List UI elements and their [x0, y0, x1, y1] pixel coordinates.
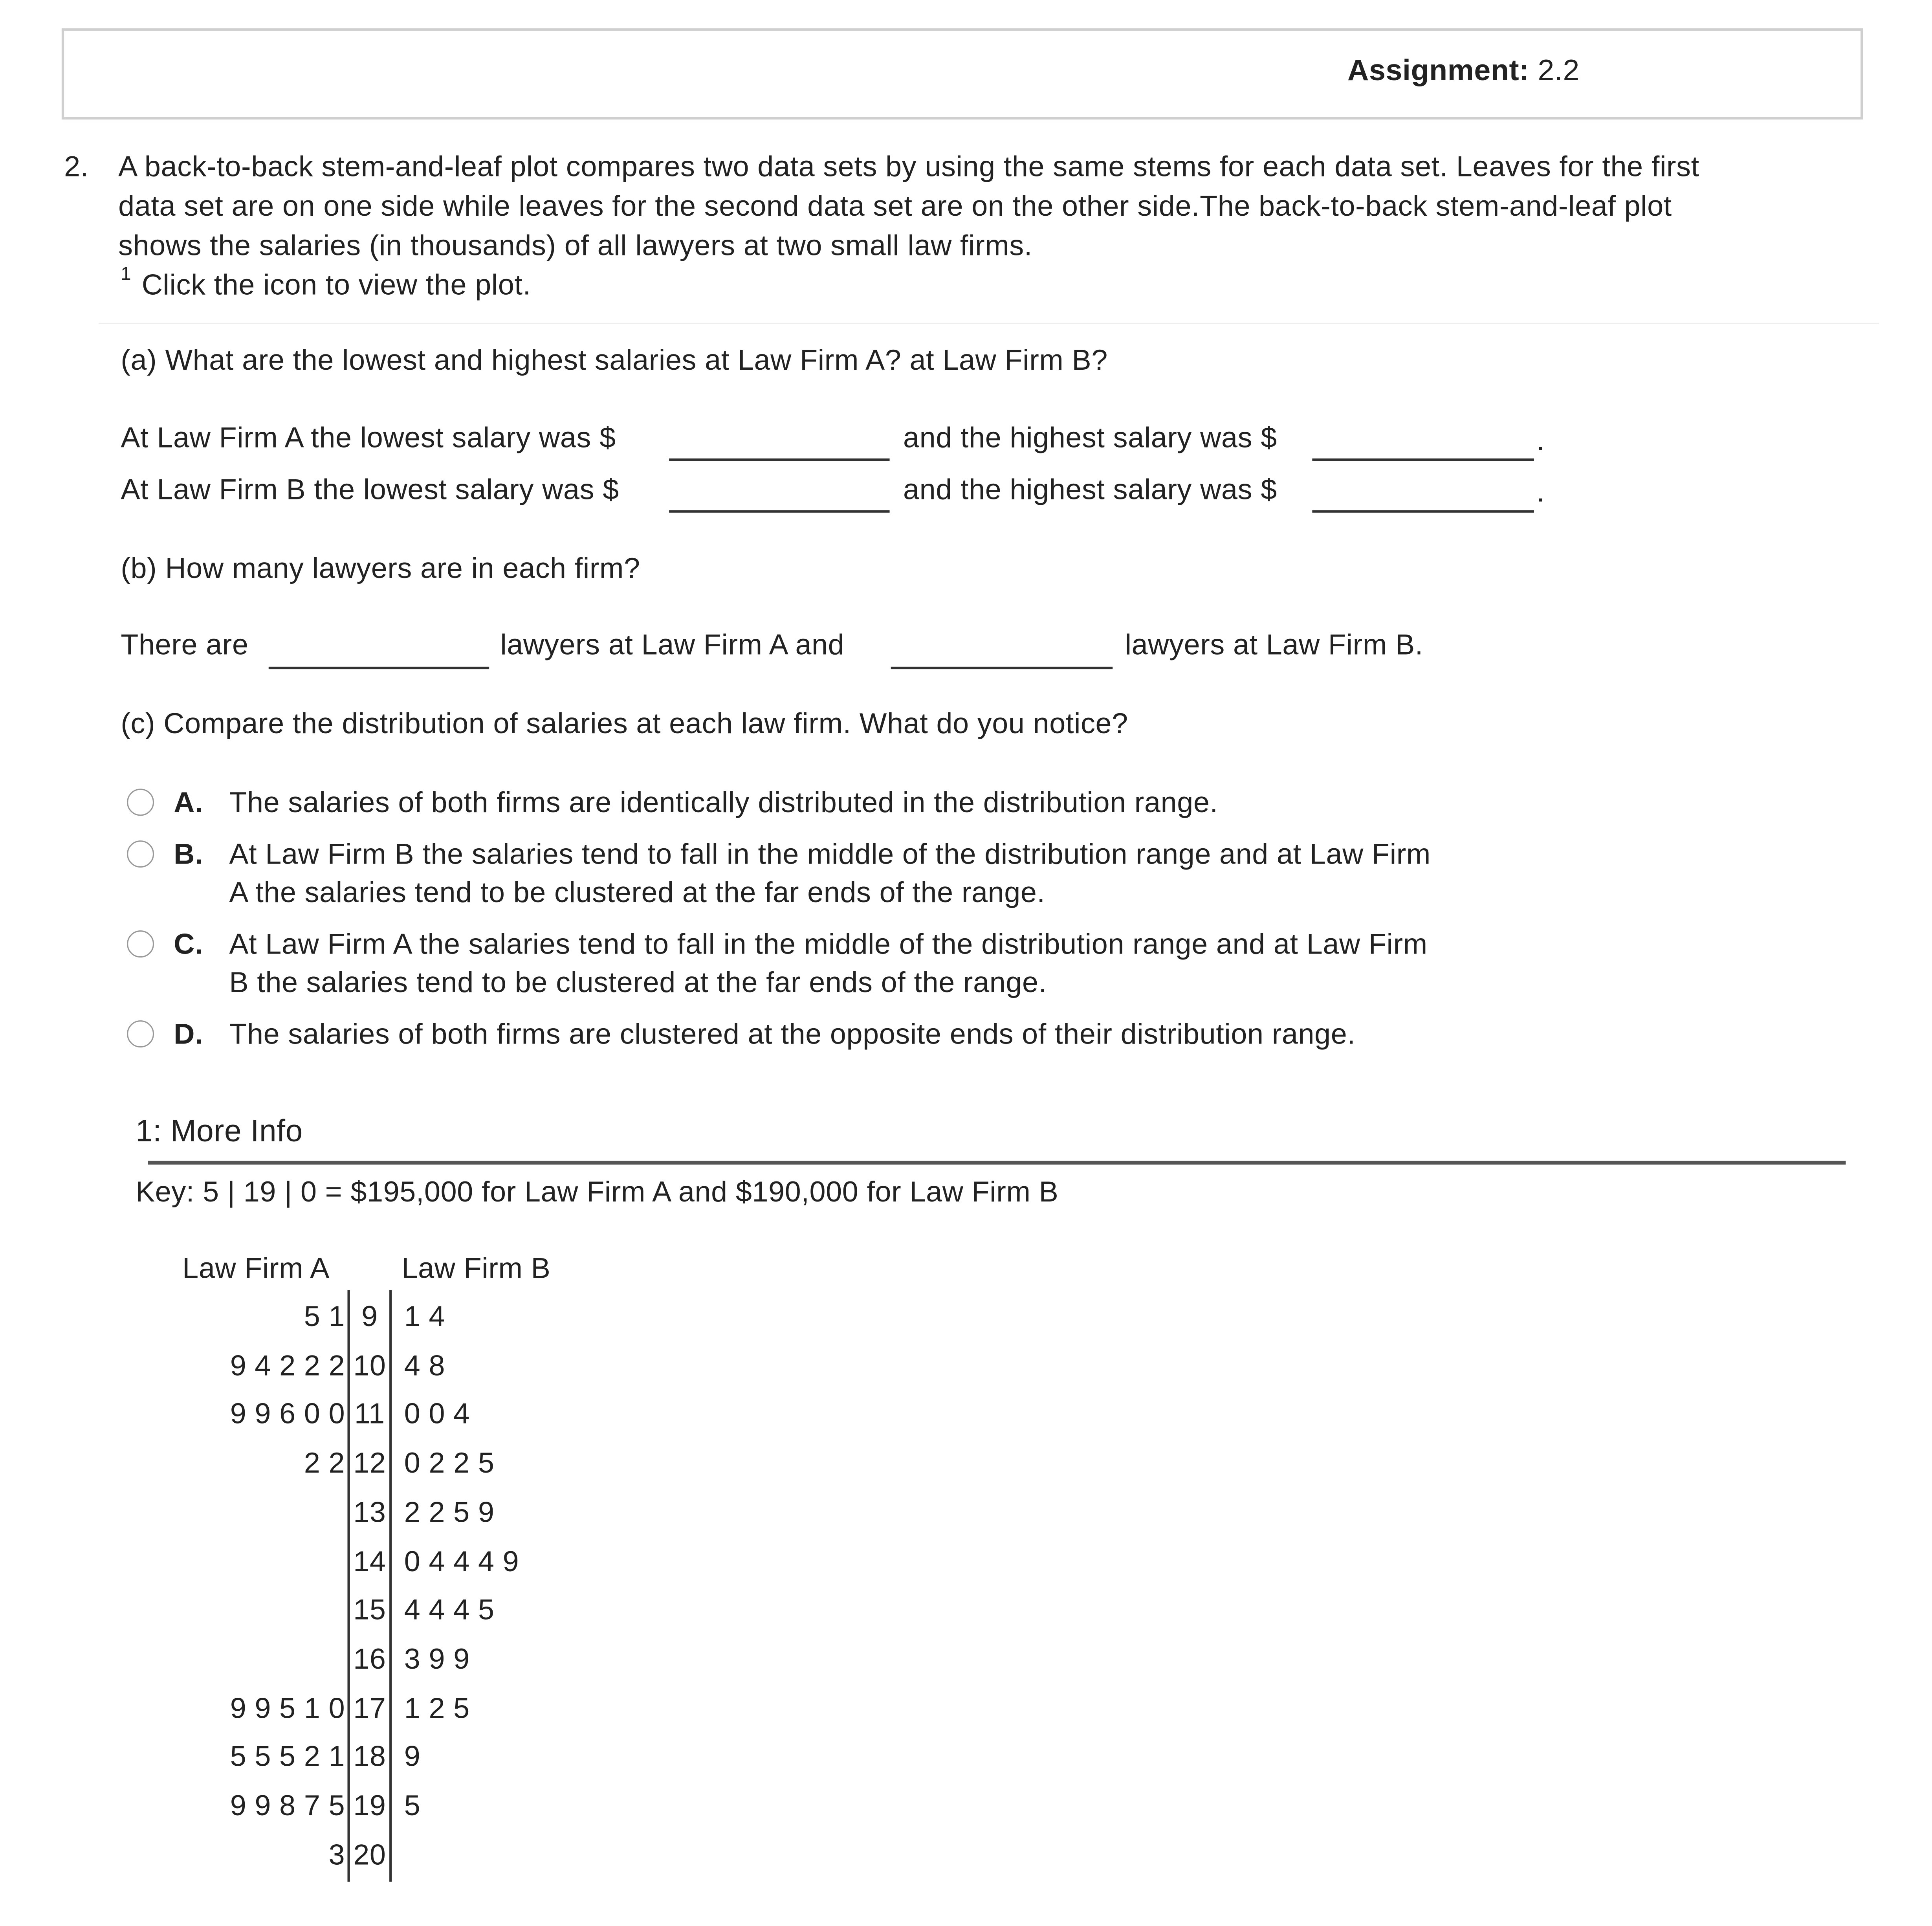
more-info-divider: [148, 1161, 1846, 1165]
radio-button[interactable]: [127, 1020, 154, 1047]
part-c-prompt: (c) Compare the distribution of salaries at each law firm. What do you notice?: [121, 707, 1128, 739]
divider: [99, 323, 1879, 324]
stem-value: 19: [353, 1789, 386, 1821]
firm-b-leaves: 0 2 2 5: [404, 1447, 495, 1479]
option-letter: D.: [174, 1018, 203, 1050]
firm-a-leaves: 5 5 5 2 1: [230, 1740, 345, 1773]
firm-a-leaves: 9 9 5 1 0: [230, 1691, 345, 1724]
stem-value: 9: [361, 1300, 378, 1332]
firm-a-leaves: 3: [328, 1838, 345, 1871]
option-letter: B.: [174, 838, 203, 870]
footnote-link[interactable]: Click the icon to view the plot.: [141, 268, 531, 301]
option-letter: C.: [174, 928, 203, 960]
firm-a-leaves: 9 4 2 2 2: [230, 1349, 345, 1381]
stem-value: 13: [353, 1496, 386, 1528]
firm-b-highest-label: and the highest salary was $: [903, 473, 1277, 505]
firm-a-leaves: 5 1: [304, 1300, 345, 1332]
plot-key: Key: 5 | 19 | 0 = $195,000 for Law Firm A and $190,000 for Law Firm B: [136, 1176, 1059, 1208]
stem-value: 18: [353, 1740, 386, 1773]
option-text: At Law Firm B the salaries tend to fall in the middle of the distribution range and at Law Firm: [229, 838, 1431, 870]
firm-a-leaves: 9 9 8 7 5: [230, 1789, 345, 1821]
part-b-prompt: (b) How many lawyers are in each firm?: [121, 552, 640, 584]
firm-b-leaves: 4 4 4 5: [404, 1594, 495, 1626]
firm-b-leaves: 9: [404, 1740, 421, 1773]
option-letter: A.: [174, 786, 203, 818]
period: .: [1536, 475, 1545, 508]
firm-b-leaves: 1 2 5: [404, 1691, 470, 1724]
firm-b-leaves: 0 4 4 4 9: [404, 1544, 519, 1577]
firm-a-highest-label: and the highest salary was $: [903, 421, 1277, 454]
firm-a-count-input[interactable]: [269, 667, 489, 669]
stem-value: 11: [354, 1398, 385, 1430]
period: .: [1536, 424, 1545, 456]
firm-b-leaves: 5: [404, 1789, 421, 1821]
firm-a-leaves: 9 9 6 0 0: [230, 1398, 345, 1430]
radio-button[interactable]: [127, 930, 154, 957]
stem-value: 14: [353, 1544, 386, 1577]
question-number: 2.: [64, 150, 89, 183]
question-text-line: data set are on one side while leaves for the second data set are on the other side.The back-to-back stem-and-leaf plot: [118, 190, 1672, 222]
firm-b-leaves: 4 8: [404, 1349, 445, 1381]
left-divider-line: [347, 1290, 350, 1882]
part-b-text: lawyers at Law Firm A and: [500, 628, 845, 661]
firm-b-count-input[interactable]: [891, 667, 1113, 669]
option-text: The salaries of both firms are identically distributed in the distribution range.: [229, 786, 1218, 818]
assignment-value: 2.2: [1538, 54, 1580, 88]
firm-b-lowest-label: At Law Firm B the lowest salary was $: [121, 473, 619, 505]
part-a-prompt: (a) What are the lowest and highest salaries at Law Firm A? at Law Firm B?: [121, 344, 1108, 376]
option-text: A the salaries tend to be clustered at the far ends of the range.: [229, 876, 1045, 908]
option-text: At Law Firm A the salaries tend to fall in the middle of the distribution range and at Law Firm: [229, 928, 1428, 960]
question-text-line: A back-to-back stem-and-leaf plot compares two data sets by using the same stems for each data set. Leaves for the first: [118, 150, 1699, 183]
firm-a-lowest-label: At Law Firm A the lowest salary was $: [121, 421, 616, 454]
firm-a-lowest-input[interactable]: [669, 459, 889, 461]
assignment-number: [1347, 54, 1580, 88]
firm-b-leaves: 2 2 5 9: [404, 1496, 495, 1528]
firm-a-leaves: 2 2: [304, 1447, 345, 1479]
footnote-marker[interactable]: 1: [121, 264, 132, 285]
firm-b-highest-input[interactable]: [1312, 510, 1534, 513]
more-info-title: 1: More Info: [136, 1114, 303, 1149]
stem-value: 15: [353, 1594, 386, 1626]
part-b-text: lawyers at Law Firm B.: [1125, 628, 1423, 661]
firm-b-leaves: 3 9 9: [404, 1642, 470, 1675]
law-firm-b-label: Law Firm B: [401, 1252, 551, 1284]
option-text: The salaries of both firms are clustered at the opposite ends of their distribution range.: [229, 1018, 1356, 1050]
radio-button[interactable]: [127, 840, 154, 868]
firm-b-lowest-input[interactable]: [669, 510, 889, 513]
right-divider-line: [389, 1290, 392, 1882]
option-text: B the salaries tend to be clustered at the far ends of the range.: [229, 966, 1047, 998]
stem-value: 12: [353, 1447, 386, 1479]
firm-a-highest-input[interactable]: [1312, 459, 1534, 461]
law-firm-a-label: Law Firm A: [182, 1252, 330, 1284]
assignment-header: [62, 28, 1863, 119]
part-b-text: There are: [121, 628, 249, 661]
stem-value: 20: [353, 1838, 386, 1871]
firm-b-leaves: 1 4: [404, 1300, 445, 1332]
firm-b-leaves: 0 0 4: [404, 1398, 470, 1430]
assignment-label: Assignment:: [1347, 54, 1529, 88]
stem-value: 10: [353, 1349, 386, 1381]
stem-value: 17: [353, 1691, 386, 1724]
question-text-line: shows the salaries (in thousands) of all lawyers at two small law firms.: [118, 229, 1032, 261]
radio-button[interactable]: [127, 789, 154, 816]
stem-value: 16: [353, 1642, 386, 1675]
